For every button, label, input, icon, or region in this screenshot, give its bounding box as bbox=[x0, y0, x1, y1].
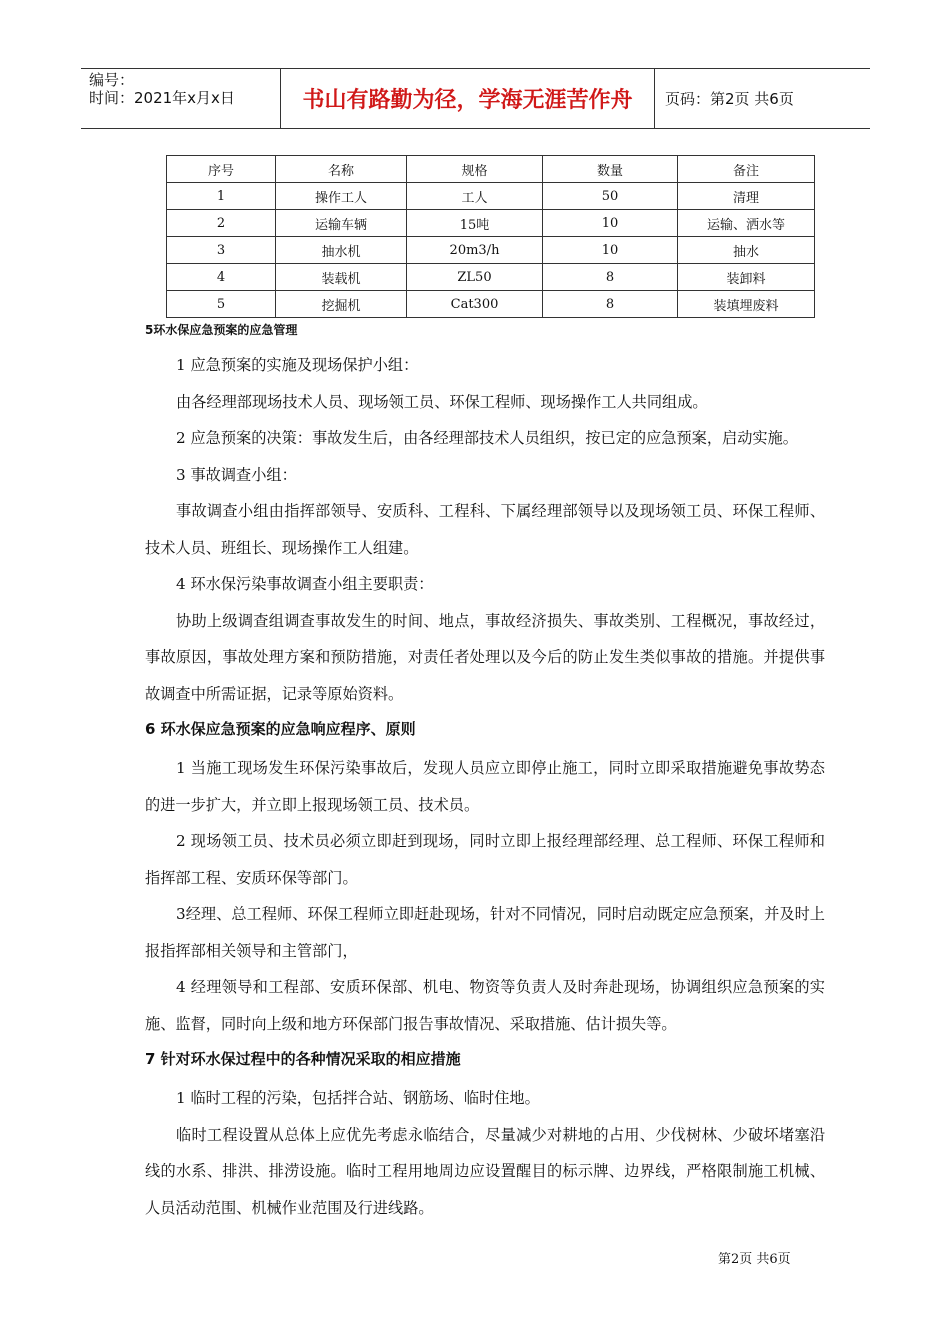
table-cell: 15吨 bbox=[407, 210, 543, 237]
code-label: 编号： bbox=[89, 71, 135, 89]
table-row bbox=[167, 210, 815, 237]
table-cell: Cat300 bbox=[407, 291, 543, 318]
paragraph: 1 应急预案的实施及现场保护小组： bbox=[176, 356, 419, 374]
table-cell: 装填埋废料 bbox=[678, 291, 815, 318]
table-cell: 装载机 bbox=[276, 264, 407, 291]
paragraph: 由各经理部现场技术人员、现场领工员、环保工程师、现场操作工人共同组成。 bbox=[176, 392, 708, 411]
table-cell: ZL50 bbox=[407, 264, 543, 291]
table-cell: 1 bbox=[167, 183, 276, 210]
table-cell: 10 bbox=[543, 210, 678, 237]
table-cell: 工人 bbox=[407, 183, 543, 210]
header-motto: 书山有路勤为径，学海无涯苦作舟 bbox=[281, 69, 655, 128]
paragraph: 临时工程设置从总体上应优先考虑永临结合，尽量减少对耕地的占用、少伐树林、少破坏堵塞沿线的水系、排洪、排涝设施。临时工程用地周边应设置醒目的标示牌、边界线，严格限制施工机械、人员活动范围、机械作业范围及行进线路。 bbox=[145, 1125, 825, 1217]
table-row bbox=[167, 291, 815, 318]
column-header: 数量 bbox=[543, 156, 678, 183]
table-row bbox=[167, 264, 815, 291]
table-cell: 8 bbox=[543, 264, 678, 291]
paragraph: 3 事故调查小组： bbox=[176, 465, 297, 484]
paragraph: 4 经理领导和工程部、安质环保部、机电、物资等负责人及时奔赴现场，协调组织应急预案的实施、监督，同时向上级和地方环保部门报告事故情况、采取措施、估计损失等。 bbox=[145, 978, 825, 1033]
table-cell: 8 bbox=[543, 291, 678, 318]
page-header bbox=[81, 68, 870, 129]
table-cell: 清理 bbox=[678, 183, 815, 210]
table-cell: 运输车辆 bbox=[276, 210, 407, 237]
page-footer: 第2页 共6页 bbox=[718, 1252, 791, 1267]
paragraph: 3经理、总工程师、环保工程师立即赶赴现场，针对不同情况，同时启动既定应急预案，并及时上报指挥部相关领导和主管部门， bbox=[145, 905, 825, 960]
table-header-row bbox=[167, 156, 815, 183]
paragraph: 2 现场领工员、技术员必须立即赶到现场，同时立即上报经理部经理、总工程师、环保工程师和指挥部工程、安质环保等部门。 bbox=[145, 832, 825, 887]
section-5-title: 5环水保应急预案的应急管理 bbox=[145, 323, 298, 337]
table-cell: 50 bbox=[543, 183, 678, 210]
document-body bbox=[145, 320, 825, 1226]
paragraph: 4 环水保污染事故调查小组主要职责： bbox=[176, 575, 434, 593]
table-cell: 20m3/h bbox=[407, 237, 543, 264]
header-page-label: 页码：第2页 共6页 bbox=[665, 90, 794, 108]
paragraph: 1 临时工程的污染，包括拌合站、钢筋场、临时住地。 bbox=[176, 1089, 540, 1107]
header-meta bbox=[81, 69, 281, 128]
table-cell: 10 bbox=[543, 237, 678, 264]
table-cell: 2 bbox=[167, 210, 276, 237]
paragraph: 2 应急预案的决策：事故发生后，由各经理部技术人员组织，按已定的应急预案，启动实施。 bbox=[176, 429, 798, 447]
table-cell: 运输、洒水等 bbox=[678, 210, 815, 237]
table-cell: 挖掘机 bbox=[276, 291, 407, 318]
table-cell: 抽水机 bbox=[276, 237, 407, 264]
paragraph: 1 当施工现场发生环保污染事故后，发现人员应立即停止施工，同时立即采取措施避免事故势态的进一步扩大，并立即上报现场领工员、技术员。 bbox=[145, 759, 825, 814]
column-header: 规格 bbox=[407, 156, 543, 183]
table-row bbox=[167, 183, 815, 210]
equipment-table bbox=[166, 155, 815, 318]
column-header: 序号 bbox=[167, 156, 276, 183]
table-cell: 4 bbox=[167, 264, 276, 291]
table-cell: 3 bbox=[167, 237, 276, 264]
table-cell: 抽水 bbox=[678, 237, 815, 264]
paragraph: 事故调查小组由指挥部领导、安质科、工程科、下属经理部领导以及现场领工员、环保工程师、技术人员、班组长、现场操作工人组建。 bbox=[145, 502, 825, 557]
column-header: 名称 bbox=[276, 156, 407, 183]
section-7-title: 7 针对环水保过程中的各种情况采取的相应措施 bbox=[145, 1050, 461, 1068]
column-header: 备注 bbox=[678, 156, 815, 183]
table-row bbox=[167, 237, 815, 264]
paragraph: 协助上级调查组调查事故发生的时间、地点，事故经济损失、事故类别、工程概况，事故经过，事故原因，事故处理方案和预防措施，对责任者处理以及今后的防止发生类似事故的措施。并提供事故调查中所需证据，记录等原始资料。 bbox=[145, 611, 825, 703]
time-label: 时间：2021年x月x日 bbox=[89, 89, 235, 107]
table-cell: 装卸料 bbox=[678, 264, 815, 291]
table-cell: 5 bbox=[167, 291, 276, 318]
section-6-title: 6 环水保应急预案的应急响应程序、原则 bbox=[145, 720, 416, 738]
table-cell: 操作工人 bbox=[276, 183, 407, 210]
